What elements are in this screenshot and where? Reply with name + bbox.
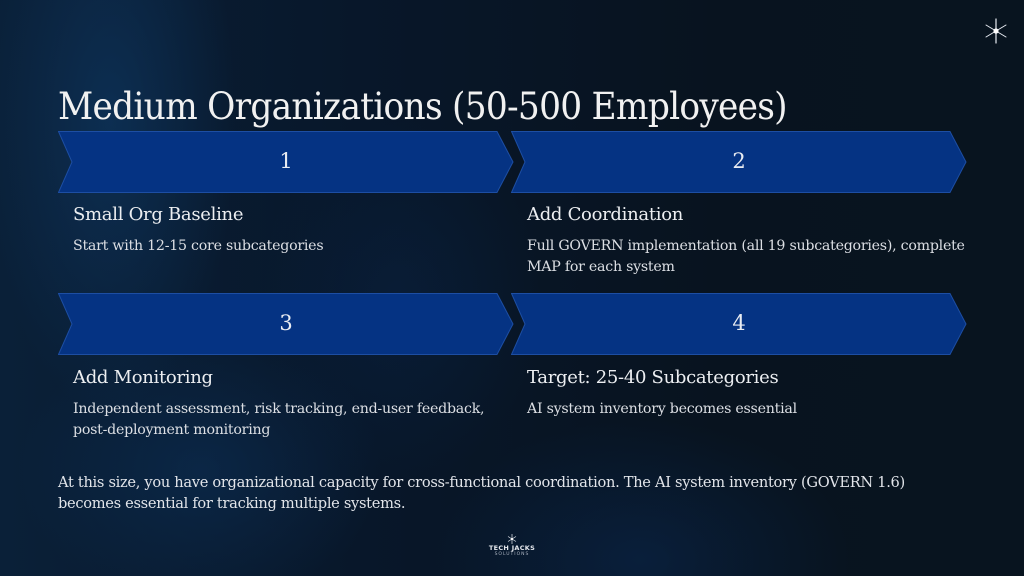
company-logo — [484, 534, 540, 558]
step-3-number: 3 — [279, 311, 293, 335]
step-2-title: Add Coordination — [527, 204, 684, 225]
step-4-chevron — [511, 293, 967, 355]
step-2-number: 2 — [732, 149, 746, 173]
step-1-number: 1 — [279, 149, 293, 173]
step-4-number: 4 — [732, 311, 746, 335]
step-3-chevron — [58, 293, 514, 355]
step-1-chevron — [58, 131, 514, 193]
logo-sub-text: SOLUTIONS — [494, 552, 530, 557]
step-3-description: Independent assessment, risk tracking, end-user feedback, post-deployment monitoring — [73, 401, 485, 438]
step-1-description: Start with 12-15 core subcategories — [73, 238, 324, 254]
step-2-chevron — [511, 131, 967, 193]
logo-brand-text: TECH JACKS — [488, 544, 536, 552]
star-burst-icon — [507, 534, 517, 544]
summary-text: At this size, you have organizational capacity for cross-functional coordination. The AI system inventory (GOVERN 1.6) becomes essential for tracking multiple systems. — [58, 474, 905, 512]
page-title: Medium Organizations (50-500 Employees) — [58, 84, 787, 128]
star-burst-icon — [983, 18, 1009, 44]
step-3-title: Add Monitoring — [73, 367, 213, 388]
step-4-title: Target: 25-40 Subcategories — [527, 367, 779, 388]
step-1-title: Small Org Baseline — [73, 204, 244, 225]
step-4-description: AI system inventory becomes essential — [527, 401, 797, 417]
step-2-description: Full GOVERN implementation (all 19 subcategories), complete MAP for each system — [527, 238, 965, 275]
